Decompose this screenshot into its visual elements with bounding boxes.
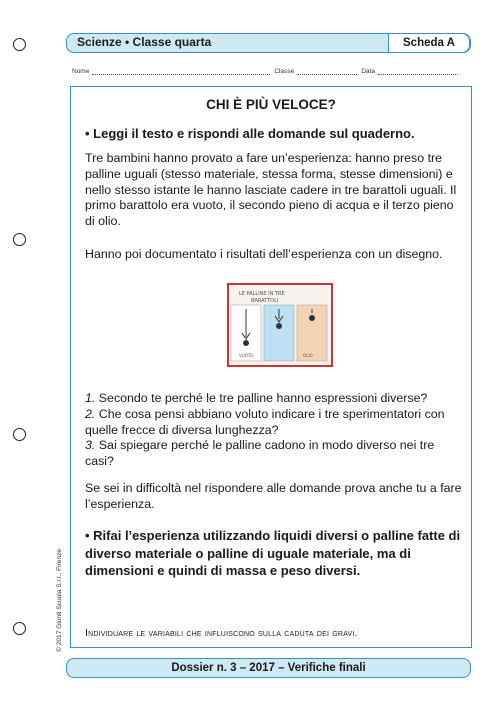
footer-bar (66, 658, 471, 678)
name-label: Nome (72, 68, 90, 75)
experiment-drawing (227, 283, 333, 367)
student-fields (72, 68, 472, 75)
name-field[interactable] (72, 68, 270, 75)
footer-label: Dossier n. 3 – 2017 – Verifiche finali (171, 662, 366, 674)
drawing-label-right: OLIO (303, 353, 313, 358)
date-label: Data (361, 68, 375, 75)
binder-hole (13, 233, 26, 246)
questions-list (85, 391, 463, 470)
copyright-text: © 2017 Giunti Scuola S.r.l., Firenze (56, 548, 63, 652)
page-title: CHI È PIÙ VELOCE? (206, 97, 336, 112)
binder-hole (13, 428, 26, 441)
scheda-label: Scheda A (388, 33, 470, 53)
hint-paragraph: Se sei in difficoltà nel rispondere alle domande prova anche tu a fare l’esperienza. (85, 481, 462, 511)
instruction-read: • Leggi il testo e rispondi alle domande sul quaderno. (85, 126, 415, 141)
class-label: Classe (274, 68, 295, 75)
instruction-repeat: • Rifai l’esperienza utilizzando liquidi diversi o palline fatte di diverso materiale o palline di uguale materiale, ma di dimensioni e quindi di massa e peso diversi. (85, 528, 461, 578)
class-field[interactable] (274, 68, 357, 75)
drawing-caption-2: BARATTOLI (251, 298, 279, 304)
documentation-paragraph: Hanno poi documentato i risultati dell’esperienza con un disegno. (85, 247, 443, 261)
drawing-label-left: VUOTO (239, 353, 254, 358)
drawing-caption-1: LE PALLINE IN TRE (239, 291, 285, 297)
binder-hole (13, 38, 26, 51)
question-item: 2. Che cosa pensi abbiano voluto indicare i tre sperimentatori con quelle frecce di diversa lunghezza? (85, 406, 445, 437)
subject-label: Scienze • Classe quarta (77, 35, 212, 49)
question-item: 3. Sai spiegare perché le palline cadono in modo diverso nei tre casi? (85, 438, 435, 469)
children-drawing-svg (229, 285, 331, 365)
story-paragraph: Tre bambini hanno provato a fare un’esperienza: hanno preso tre palline uguali (stesso materiale, stessa forma, stesse dimensioni) e nello stesso istante le hanno lasciate cadere in tre barattoli uguali. Il primo barattolo era vuoto, il secondo pieno di acqua e il terzo pieno di olio. (85, 151, 457, 229)
date-field[interactable] (361, 68, 458, 75)
objective-note: Individuare le variabili che influiscono sulla caduta dei gravi. (85, 627, 358, 639)
binder-hole (13, 622, 26, 635)
header-bar (66, 33, 471, 53)
worksheet-box (70, 86, 472, 648)
question-item: 1. Secondo te perché le tre palline hanno espressioni diverse? (85, 391, 428, 405)
